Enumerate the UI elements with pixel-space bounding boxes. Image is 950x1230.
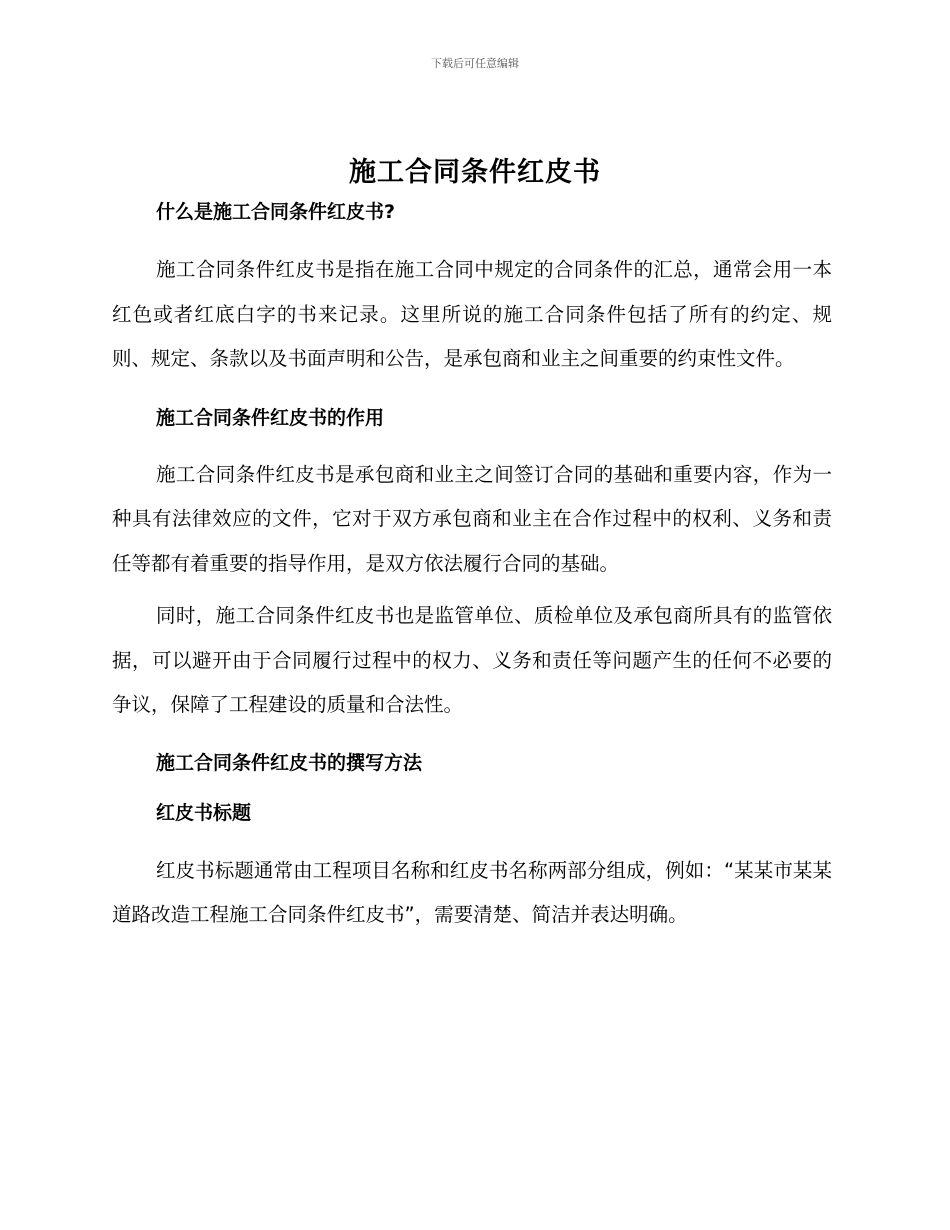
section-heading-writing-method: 施工合同条件红皮书的撰写方法	[156, 751, 423, 774]
paragraph-title-rules: 红皮书标题通常由工程项目名称和红皮书名称两部分组成，例如：“某某市某某道路改造工程施工合同条件红皮书”，需要清楚、简洁并表达明确。	[112, 858, 832, 926]
document-body	[112, 197, 832, 938]
section-heading-what-is: 什么是施工合同条件红皮书?	[156, 201, 396, 223]
section-heading-purpose: 施工合同条件红皮书的作用	[156, 406, 385, 429]
paragraph-purpose: 施工合同条件红皮书是承包商和业主之间签订合同的基础和重要内容，作为一种具有法律效应的文件，它对于双方承包商和业主在合作过程中的权利、义务和责任等都有着重要的指导作用，是双方依法履行合同的基础。	[112, 462, 832, 575]
paragraph-supervision: 同时，施工合同条件红皮书也是监管单位、质检单位及承包商所具有的监管依据，可以避开由于合同履行过程中的权力、义务和责任等问题产生的任何不必要的争议，保障了工程建设的质量和合法性。	[112, 604, 832, 716]
subsection-heading-title: 红皮书标题	[156, 801, 252, 824]
header-note: 下载后可任意编辑	[431, 57, 519, 70]
paragraph-definition: 施工合同条件红皮书是指在施工合同中规定的合同条件的汇总，通常会用一本红色或者红底白字的书来记录。这里所说的施工合同条件包括了所有的约定、规则、规定、条款以及书面声明和公告，是承包商和业主之间重要的约束性文件。	[112, 258, 832, 370]
document-title: 施工合同条件红皮书	[349, 157, 601, 188]
